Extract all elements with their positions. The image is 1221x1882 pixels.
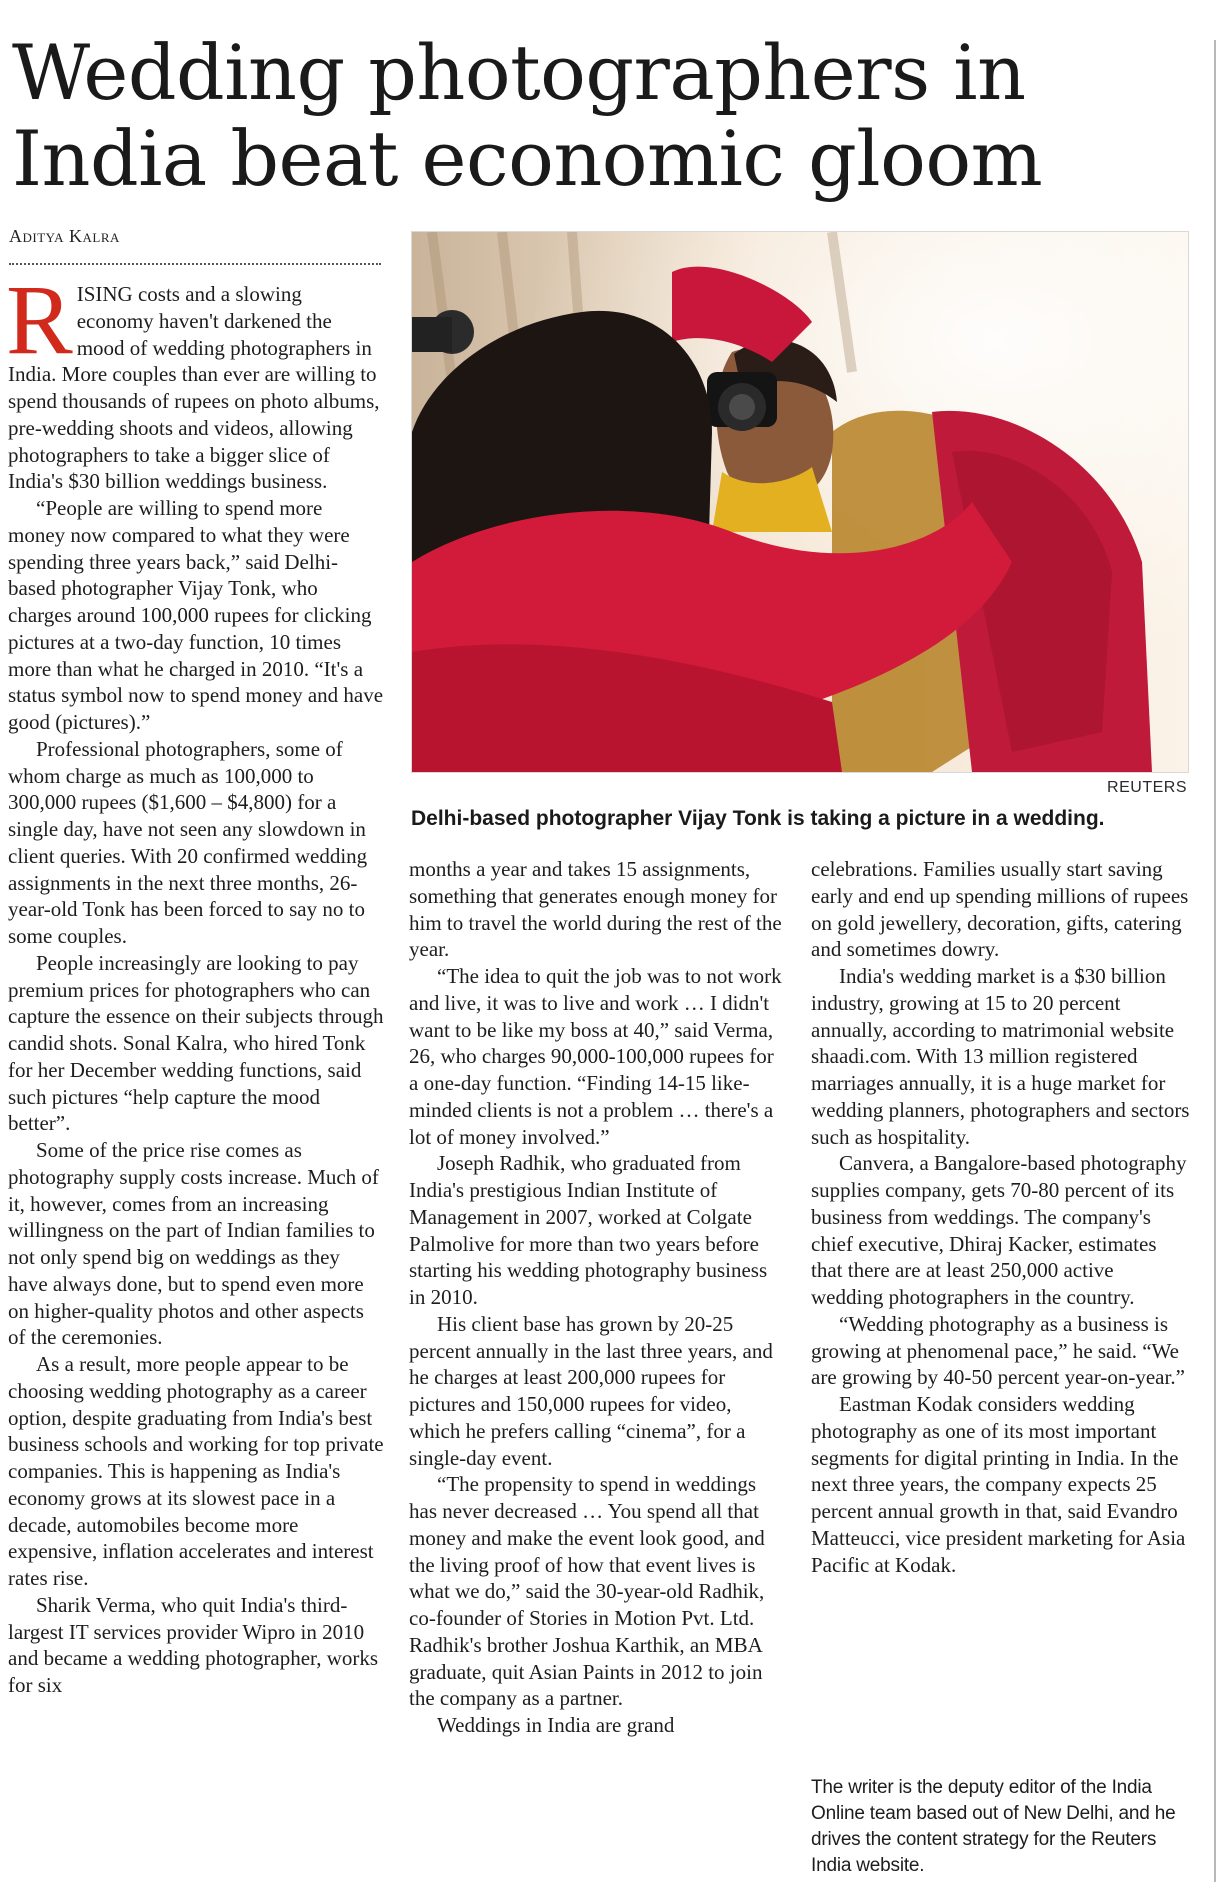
wedding-photo-illustration	[412, 232, 1188, 772]
lead-paragraph	[6, 264, 384, 495]
body-paragraph: Professional photographers, some of whom charge as much as 100,000 to 300,000 rupees ($1,600 – $4,800) for a single day, have not seen any slowdown in client queries. With 20 confirmed wedding assignments in the next three months, 26-year-old Tonk has been forced to say no to some couples.	[8, 736, 368, 948]
body-paragraph: “Wedding photography as a business is growing at phenomenal pace,” he said. “We are growing by 40-50 percent year-on-year.”	[811, 1311, 1185, 1390]
body-paragraph: “People are willing to spend more money now compared to what they were spending three years back,” said Delhi-based photographer Vijay Tonk, who charges around 100,000 rupees for clicking pictures at a two-day function, 10 times more than what he charged in 2010. “It's a status symbol now to spend money and have good (pictures).”	[8, 496, 384, 734]
body-paragraph: Eastman Kodak considers wedding photography as one of its most important segments for digital printing in India. In the next three years, the company expects 25 percent annual growth in that, said Evandro Matteucci, vice president marketing for Asia Pacific at Kodak.	[811, 1392, 1186, 1577]
photo-credit: REUTERS	[1107, 779, 1187, 796]
body-paragraph: Sharik Verma, who quit India's third-largest IT services provider Wipro in 2010 and became a wedding photographer, works for six	[8, 1592, 379, 1697]
body-paragraph: People increasingly are looking to pay premium prices for photographers who can capture the essence on their subjects through candid shots. Sonal Kalra, who hired Tonk for her December wedding functions, said such pictures “help capture the mood better”.	[8, 950, 384, 1136]
wedding-photo	[411, 231, 1189, 773]
lead-word: ISING	[76, 282, 133, 306]
body-paragraph: months a year and takes 15 assignments, something that generates enough money for him to travel the world during the rest of the year.	[409, 857, 782, 962]
article-column-1	[6, 264, 384, 1699]
body-paragraph: Some of the price rise comes as photography supply costs increase. Much of it, however, comes from an increasing willingness on the part of Indian families to not only spend big on weddings as they have always done, but to spend even more on higher-quality photos and other aspects of the ceremonies.	[8, 1138, 379, 1350]
article-column-3	[811, 856, 1191, 1578]
author-bio: The writer is the deputy editor of the India Online team based out of New Delhi, and he drives the content strategy for the Reuters India website.	[811, 1777, 1176, 1876]
body-paragraph: Joseph Radhik, who graduated from India's prestigious Indian Institute of Management in 2007, worked at Colgate Palmolive for more than two years before starting his wedding photography business in 2010.	[409, 1151, 768, 1309]
body-paragraph: “The propensity to spend in weddings has never decreased … You spend all that money and make the event look good, and the living proof of how that event lives is what we do,” said the 30-year-old Radhik, co-founder of Stories in Motion Pvt. Ltd. Radhik's brother Joshua Karthik, an MBA graduate, quit Asian Paints in 2012 to join the company as a partner.	[409, 1472, 765, 1711]
body-paragraph: “The idea to quit the job was to not work and live, it was to live and work … I didn't want to be like my boss at 40,” said Verma, 26, who charges 90,000-100,000 rupees for a one-day function. “Finding 14-15 like-minded clients is not a problem … there's a lot of money involved.”	[409, 964, 782, 1149]
body-paragraph: celebrations. Families usually start saving early and end up spending millions of rupees on gold jewellery, decoration, gifts, catering and sometimes dowry.	[811, 857, 1189, 962]
body-paragraph: India's wedding market is a $30 billion industry, growing at 15 to 20 percent annually, according to matrimonial website shaadi.com. With 13 million registered marriages annually, it is a huge market for wedding planners, photographers and sectors such as hospitality.	[811, 964, 1190, 1149]
headline: Wedding photographers in India beat economic gloom	[12, 28, 1043, 203]
body-paragraph: As a result, more people appear to be choosing wedding photography as a career option, despite graduating from India's best business schools and working for top private companies. This is happening as India's economy grows at its slowest pace in a decade, automobiles become more expensive, inflation accelerates and interest rates rise.	[8, 1352, 384, 1590]
lead-text: costs and a slowing economy haven't darkened the mood of wedding photographers in India. More couples than ever are willing to spend thousands of rupees on photo albums, pre-wedding shoots and videos, allowing photographers to take a bigger slice of India's $30 billion weddings business.	[8, 282, 380, 494]
body-paragraph: Canvera, a Bangalore-based photography supplies company, gets 70-80 percent of its business from weddings. The company's chief executive, Dhiraj Kacker, estimates that there are at least 250,000 active wedding photographers in the country.	[811, 1151, 1187, 1309]
body-paragraph: His client base has grown by 20-25 percent annually in the last three years, and he charges at least 200,000 rupees for pictures and 150,000 rupees for video, which he prefers calling “cinema”, for a single-day event.	[409, 1311, 773, 1470]
page-edge-rule	[1214, 40, 1216, 1882]
photo-caption: Delhi-based photographer Vijay Tonk is taking a picture in a wedding.	[411, 807, 1105, 830]
article-column-2	[409, 856, 785, 1739]
drop-cap: R	[6, 264, 73, 375]
byline: Aditya Kalra	[9, 226, 120, 246]
body-paragraph: Weddings in India are grand	[437, 1713, 675, 1737]
